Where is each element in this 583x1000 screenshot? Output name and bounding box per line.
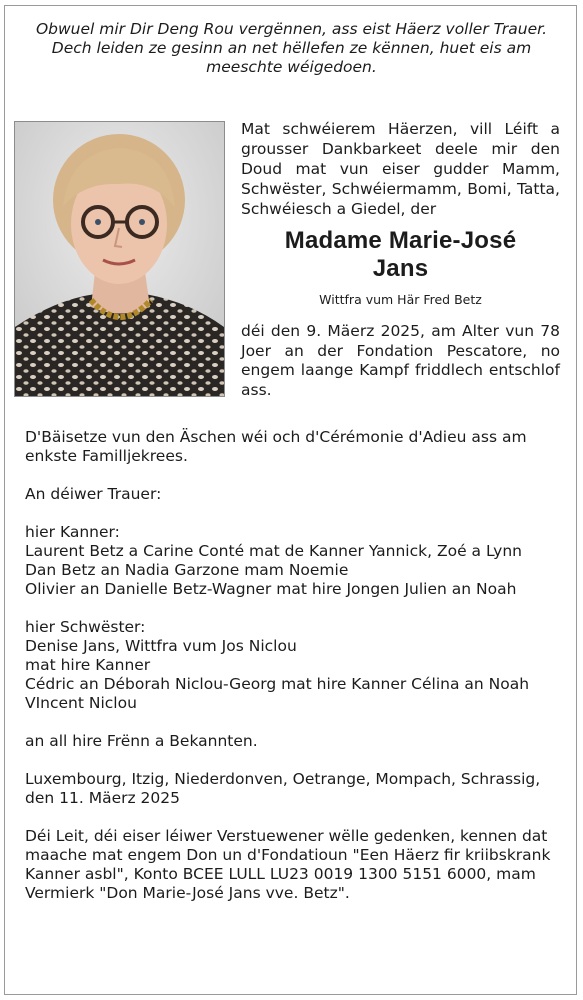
sibling-family-line: mat hire Kanner — [25, 656, 151, 674]
child-family-line: Olivier an Danielle Betz-Wagner mat hire Jongen Julien an Noah — [25, 580, 517, 598]
deceased-name-line-1: Madame Marie-José — [284, 227, 517, 254]
donation-notice: Déi Leit, déi eiser léiwer Verstuewener wëlle gedenken, kennen dat maache mat engem Don un d'Fondatioun "Een Häerz fir kriibskrank Kanner asbl", Konto BCEE LULL LU23 0019 1300 5151 6000, mam Vermierk "Don Marie-José Jans vve. Betz". — [25, 827, 551, 902]
deceased-name-line-2: Jans — [372, 255, 429, 282]
siblings-heading: hier Schwëster: — [25, 618, 146, 636]
places-and-date: Luxembourg, Itzig, Niederdonven, Oetrange, Mompach, Schrassig, den 11. Mäerz 2025 — [25, 770, 541, 807]
sibling-family-line: Denise Jans, Wittfra vum Jos Niclou — [25, 637, 297, 655]
obituary-body — [25, 428, 555, 922]
deceased-name — [241, 227, 560, 283]
widow-of: Wittfra vum Här Fred Betz — [319, 292, 482, 307]
sibling-family-line: VIncent Niclou — [25, 694, 137, 712]
child-family-line: Laurent Betz a Carine Conté mat de Kanner Yannick, Zoé a Lynn — [25, 542, 522, 560]
children-section — [25, 523, 555, 599]
mourners-intro: An déiwer Trauer: — [25, 485, 162, 503]
children-heading: hier Kanner: — [25, 523, 120, 541]
sibling-family-line: Cédric an Déborah Niclou-Georg mat hire Kanner Célina an Noah — [25, 675, 530, 693]
quote-line-1: Obwuel mir Dir Deng Rou vergënnen, ass eist Häerz voller Trauer. — [35, 20, 548, 38]
funeral-notice: D'Bäisetze vun den Äschen wéi och d'Cérémonie d'Adieu ass am enkste Familljekrees. — [25, 428, 527, 465]
announcement-text: Mat schwéierem Häerzen, vill Léift a grousser Dankbarkeet deele mir den Doud mat vun eiser gudder Mamm, Schwëster, Schwéiermamm, Bomi, Tatta, Schwéiesch a Giedel, der — [241, 120, 560, 218]
portrait-photo — [14, 121, 225, 397]
death-notice: déi den 9. Mäerz 2025, am Alter vun 78 Joer an der Fondation Pescatore, no engem laange Kampf friddlech entschlof ass. — [241, 322, 560, 399]
quote-line-2: Dech leiden ze gesinn an net hëllefen ze kënnen, huet eis am meeschte wéigedoen. — [51, 39, 532, 76]
child-family-line: Dan Betz an Nadia Garzone mam Noemie — [25, 561, 349, 579]
siblings-section — [25, 618, 555, 713]
memorial-quote — [20, 20, 563, 77]
friends-line: an all hire Frënn a Bekannten. — [25, 732, 258, 750]
